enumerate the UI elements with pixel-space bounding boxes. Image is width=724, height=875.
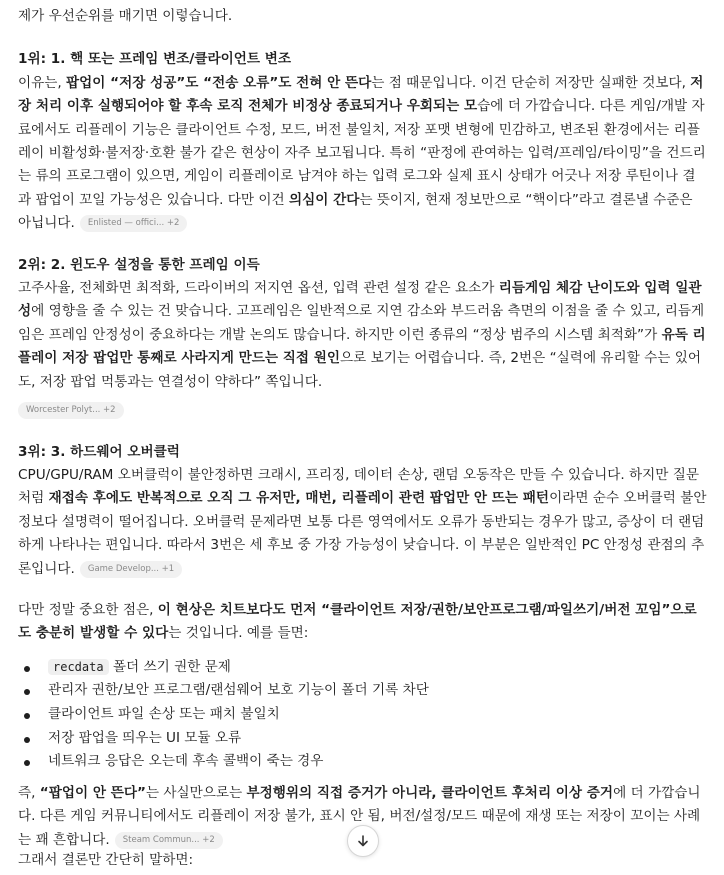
bullet-icon bbox=[24, 760, 30, 766]
section-body: CPU/GPU/RAM 오버클럭이 불안정하면 크래시, 프리징, 데이터 손상, 랜덤 오동작은 만들 수 있습니다. 하지만 질문처럼 재접속 후에도 반복적으로 오직 그 유저만, 매번, 리플레이 관련 팝업만 안 뜨는 패턴이라면 순수 오버클럭 불안정보다 설명력이 떨어집니다. 오버클럭 문제라면 보통 다른 영역에서도 오류가 동반되는 경우가 많고, 증상이 더 랜덤하게 나타나는 편입니다. 따라서 3번은 세 후보 중 가장 가능성이 낮습니다. 이 부분은 일반적인 PC 안정성 관점의 추론입니다. Game Develop... +1 bbox=[18, 466, 707, 577]
bullet-icon bbox=[24, 713, 30, 719]
bullet-icon bbox=[24, 666, 30, 672]
section-rank-2 bbox=[18, 254, 708, 423]
section-body: 이유는, 팝업이 “저장 성공”도 “전송 오류”도 전혀 안 뜬다는 점 때문입니다. 이건 단순히 저장만 실패한 것보다, 저장 처리 이후 실행되어야 할 후속 로직 전체가 비정상 종료되거나 우회되는 모습에 더 가깝습니다. 다른 게임/개발 자료에서도 리플레이 기능은 클라이언트 수정, 모드, 버전 불일치, 저장 포맷 변형에 민감하고, 변조된 환경에서는 리플레이 비활성화·불저장·호환 불가 같은 현상이 자주 보고됩니다. 특히 “판정에 관여하는 입력/프레임/타이밍”을 건드리는 류의 프로그램이 있으면, 게임이 리플레이로 남겨야 하는 입력 로그와 실제 표시 상태가 어긋나 저장 루틴이나 결과 팝업이 꼬일 가능성은 있습니다. 다만 이건 의심이 간다는 뜻이지, 현재 정보만으로 “핵이다”라고 결론낼 수준은 아닙니다. Enlisted — offici... +2 bbox=[18, 74, 706, 232]
section-title: 1위: 1. 핵 또는 프레임 변조/클라이언트 변조 bbox=[18, 51, 291, 68]
section-body: 고주사율, 전체화면 최적화, 드라이버의 저지연 옵션, 입력 관련 설정 같은 요소가 리듬게임 체감 난이도와 입력 일관성에 영향을 줄 수 있는 건 맞습니다. 고프레임은 일반적으로 지연 감소와 부드러움 측면의 이점을 줄 수 있고, 리듬게임은 프레임 안정성이 중요하다는 개발 논의도 많습니다. 하지만 이런 종류의 “정상 범주의 시스템 최적화”가 유독 리플레이 저장 팝업만 통째로 사라지게 만드는 직접 원인으로 보기는 어렵습니다. 즉, 2번은 “실력에 유리할 수는 있어도, 저장 팝업 먹통과는 연결성이 약하다” 쪽입니다. bbox=[18, 280, 706, 390]
source-chip[interactable]: Worcester Polyt... +2 bbox=[18, 402, 124, 419]
section-rank-3 bbox=[18, 441, 708, 581]
note-body: 다만 정말 중요한 점은, 이 현상은 치트보다도 먼저 “클라이언트 저장/권한/보안프로그램/파일쓰기/버전 꼬임”으로도 충분히 발생할 수 있다는 것입니다. 예를 들면: bbox=[18, 601, 697, 642]
list-item: 네트워크 응답은 오는데 후속 콜백이 죽는 경우 bbox=[18, 750, 708, 774]
source-chip[interactable]: Steam Commun... +2 bbox=[115, 832, 223, 849]
cause-list bbox=[18, 656, 708, 774]
list-item: recdata 폴더 쓰기 권한 문제 bbox=[18, 656, 708, 680]
conclusion-lead: 그래서 결론만 간단히 말하면: bbox=[18, 852, 194, 868]
section-title: 3위: 3. 하드웨어 오버클럭 bbox=[18, 443, 180, 460]
summary-body: 즉, “팝업이 안 뜬다”는 사실만으로는 부정행위의 직접 증거가 아니라, 클라이언트 후처리 이상 증거에 더 가깝습니다. 다른 게임 커뮤니티에서도 리플레이 저장 불가, 표시 안 됨, 버전/설정/모드 때문에 재생 또는 저장이 꼬이는 사례는 꽤 흔합니다. Steam Commun... +2 bbox=[18, 784, 701, 848]
list-item: 관리자 권한/보안 프로그램/랜섬웨어 보호 기능이 폴더 기록 차단 bbox=[18, 679, 708, 703]
chat-response bbox=[18, 5, 708, 852]
list-item: 저장 팝업을 띄우는 UI 모듈 오류 bbox=[18, 727, 708, 751]
section-title: 2위: 2. 윈도우 설정을 통한 프레임 이득 bbox=[18, 256, 260, 273]
folder-code: recdata bbox=[48, 659, 109, 675]
section-rank-1 bbox=[18, 48, 708, 235]
intro-text: 제가 우선순위를 매기면 이렇습니다. bbox=[18, 8, 233, 24]
bullet-icon bbox=[24, 689, 30, 695]
section-note bbox=[18, 599, 708, 852]
arrow-down-icon bbox=[356, 834, 370, 848]
bullet-icon bbox=[24, 737, 30, 743]
list-item: 클라이언트 파일 손상 또는 패치 불일치 bbox=[18, 703, 708, 727]
source-chip[interactable]: Enlisted — offici... +2 bbox=[80, 215, 188, 232]
scroll-to-bottom-button[interactable] bbox=[347, 825, 379, 857]
source-chip[interactable]: Game Develop... +1 bbox=[80, 561, 182, 578]
